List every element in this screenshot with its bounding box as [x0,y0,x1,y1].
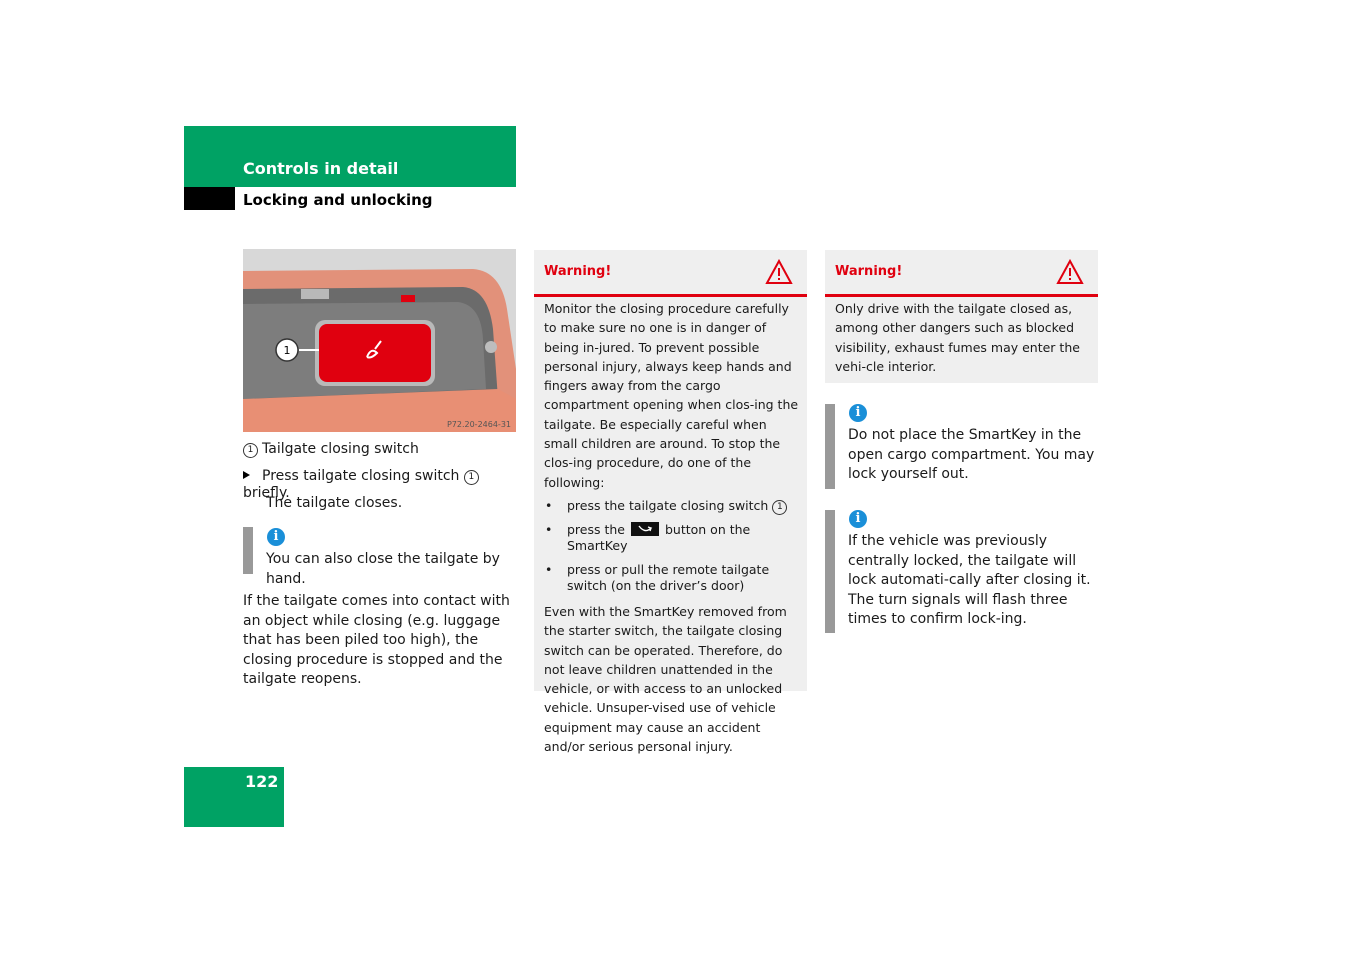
list-item: • press the button on the SmartKey [544,522,800,555]
section-title: Controls in detail [243,159,399,178]
step-text-end: briefly. [243,485,290,501]
body-paragraph: If the tailgate comes into contact with an object while closing (e.g. luggage that has been piled too high), the closing procedure is stopped and the tailgate reopens. [243,593,510,687]
info-bar [243,527,253,574]
warning-header [825,250,1098,297]
warning-triangle-icon [1056,259,1084,285]
info-bar [825,510,835,633]
warning-header [534,250,807,297]
callout-number: 1 [772,500,787,515]
step-text: Press tailgate closing switch [262,468,460,484]
info-icon: i [849,510,867,528]
warning-box [825,250,1098,383]
warning-label: Warning! [544,264,612,279]
warning-intro: Monitor the closing procedure carefully to make sure no one is in danger of being in-jured. To prevent possible personal injury, always keep hands and fingers away from the cargo compartment opening when clos-ing the tailgate. Be especially careful when small children are around. To stop the clos-ing procedure, do one of the following: [544,301,799,490]
warning-outro: Even with the SmartKey removed from the starter switch, the tailgate closing switch can be operated. Therefore, do not leave children unattended in the vehicle, or with access to an unlocked vehicle. Unsuper-vised use of vehicle equipment may cause an accident and/or serious personal injury. [544,603,787,755]
warning-body [544,299,800,756]
warning-body: Only drive with the tailgate closed as, among other dangers such as blocked visibility, exhaust fumes may enter the vehi-cle interior. [835,301,1080,374]
legend-text: Tailgate closing switch [262,441,419,457]
smartkey-tailgate-button-icon [631,522,659,536]
subsection-title: Locking and unlocking [243,191,433,209]
step-result: The tailgate closes. [266,495,403,511]
step-arrow-icon [243,471,250,479]
info-box [825,404,1100,490]
callout-number: 1 [464,470,479,485]
info-text: Do not place the SmartKey in the open cargo compartment. You may lock yourself out. [848,427,1095,482]
info-text: You can also close the tailgate by hand. [266,551,500,587]
list-item: • press or pull the remote tailgate switch (on the driver’s door) [544,562,800,595]
info-icon: i [849,404,867,422]
figure-callout: 1 [283,344,291,357]
warning-list [544,498,800,595]
info-bar [825,404,835,489]
figure-legend [243,441,523,458]
info-icon: i [267,528,285,546]
info-text: If the vehicle was previously centrally locked, the tailgate will lock automati-cally after closing it. The turn signals will flash three times to confirm lock-ing. [848,533,1091,627]
warning-label: Warning! [835,264,903,279]
list-item: • press the tailgate closing switch 1 [544,498,800,515]
callout-number: 1 [243,443,258,458]
info-box [825,510,1100,634]
page-number: 122 [245,772,279,791]
tailgate-figure [243,249,516,432]
header-marker [184,187,235,210]
figure-code: P72.20-2464-31 [446,420,511,429]
warning-triangle-icon [765,259,793,285]
info-box [243,527,523,587]
warning-box [534,250,807,755]
